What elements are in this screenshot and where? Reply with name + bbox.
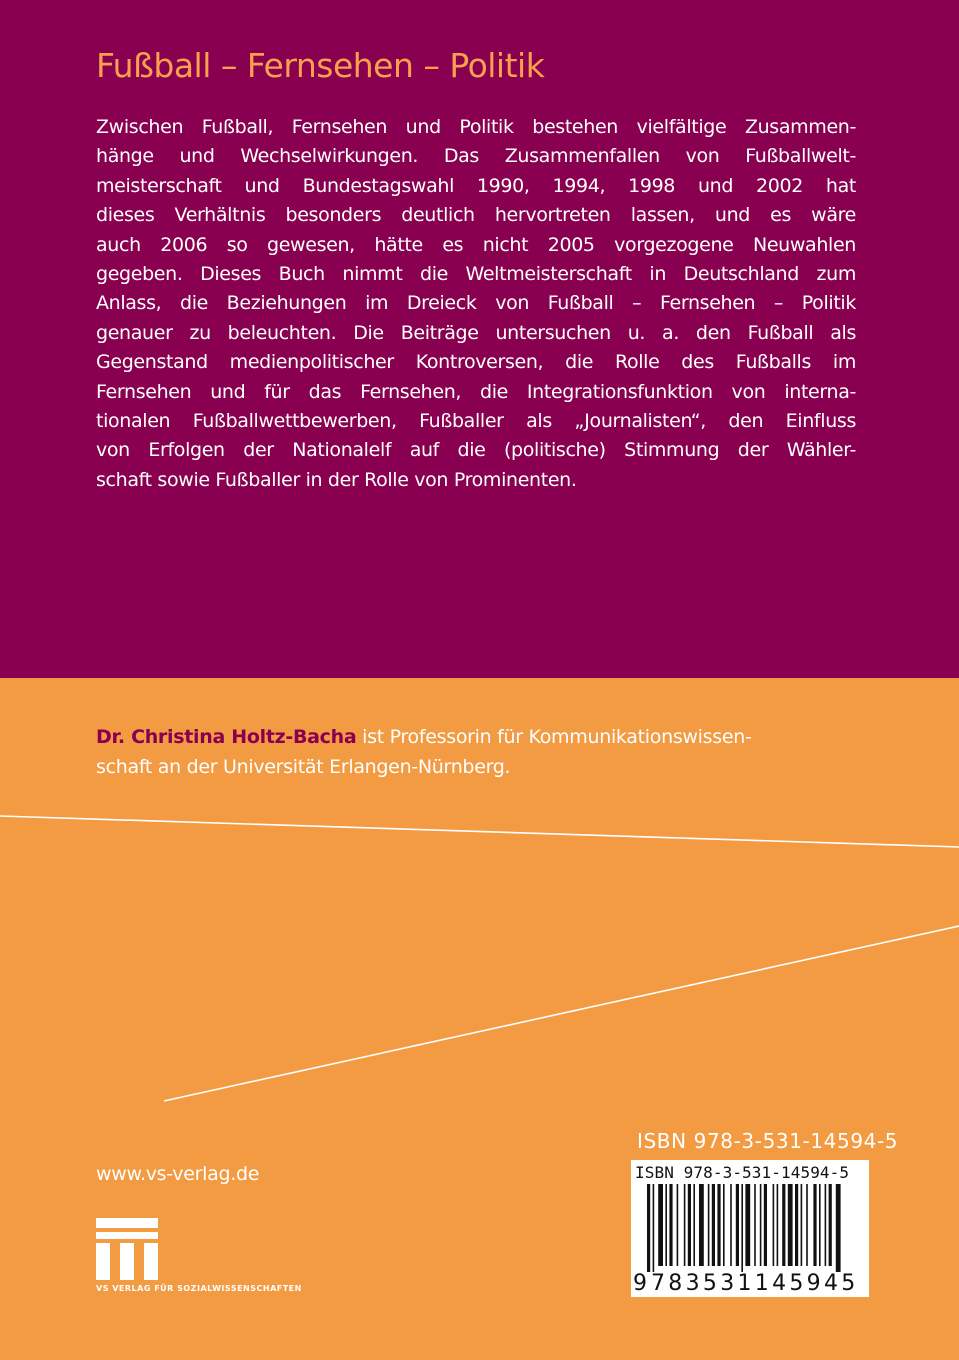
blurb-line: Zwischen Fußball, Fernsehen und Politik bestehen vielfältige Zusammen-	[96, 116, 856, 138]
bio-text: ist Professorin für Kommunikationswissen-	[356, 726, 752, 748]
barcode-bar	[836, 1184, 841, 1272]
barcode-bar	[653, 1184, 655, 1272]
barcode-bar	[819, 1184, 821, 1266]
barcode-bars	[635, 1184, 865, 1272]
barcode-bar	[665, 1184, 667, 1266]
blurb-line: tionalen Fußballwettbewerben, Fußballer als „Journalisten“, den Einfluss	[96, 410, 856, 433]
barcode-digit-groups: 783531145945	[651, 1271, 859, 1296]
bio-line	[96, 722, 856, 752]
barcode-bar	[723, 1184, 725, 1266]
blurb-line: schaft sowie Fußballer in der Rolle von Prominenten.	[96, 468, 577, 491]
barcode-bar	[806, 1184, 808, 1266]
barcode-bar	[773, 1184, 775, 1266]
barcode-bar	[745, 1184, 750, 1266]
barcode-bar	[736, 1184, 739, 1266]
blurb-line: auch 2006 so gewesen, hätte es nicht 2005 vorgezogene Neuwahlen	[96, 233, 856, 256]
blurb-line: Fernsehen und für das Fernsehen, die Integrationsfunktion von interna-	[96, 380, 856, 403]
publisher-name: VS VERLAG FÜR SOZIALWISSENSCHAFTEN	[96, 1284, 302, 1293]
barcode-bar	[764, 1184, 767, 1266]
bio-line: schaft an der Universität Erlangen-Nürnberg.	[96, 756, 511, 778]
decorative-line	[164, 926, 959, 1101]
blurb-line: dieses Verhältnis besonders deutlich hervortreten lassen, und es wäre	[96, 204, 856, 227]
barcode-bar	[693, 1184, 695, 1266]
blurb-line: gegeben. Dieses Buch nimmt die Weltmeisterschaft in Deutschland zum	[96, 263, 856, 286]
barcode-bar	[825, 1184, 827, 1266]
publisher-website: www.vs-verlag.de	[96, 1163, 260, 1185]
barcode-bar	[795, 1184, 798, 1266]
barcode-bar	[782, 1184, 785, 1266]
blurb-line: Anlass, die Beziehungen im Dreieck von Fußball – Fernsehen – Politik	[96, 292, 856, 315]
barcode-bar	[712, 1184, 715, 1266]
blurb-line: meisterschaft und Bundestagswahl 1990, 1994, 1998 und 2002 hat	[96, 174, 856, 197]
barcode-bar	[777, 1184, 779, 1266]
barcode-bar	[647, 1184, 650, 1272]
barcode-bar	[801, 1184, 803, 1266]
blurb-line: hänge und Wechselwirkungen. Das Zusammenfallen von Fußballwelt-	[96, 145, 856, 168]
author-bio	[96, 722, 856, 782]
barcode-bar	[708, 1184, 710, 1266]
barcode-bar	[754, 1184, 756, 1266]
barcode	[631, 1160, 869, 1297]
barcode-bar	[813, 1184, 816, 1266]
barcode-bar	[669, 1184, 672, 1266]
barcode-isbn-label: ISBN 978-3-531-14594-5	[635, 1163, 850, 1182]
barcode-bar	[717, 1184, 720, 1266]
barcode-bar	[699, 1184, 704, 1266]
blurb-line: von Erfolgen der Nationalelf auf die (politische) Stimmung der Wähler-	[96, 439, 856, 462]
barcode-bar	[677, 1184, 679, 1266]
author-name: Dr. Christina Holtz-Bacha	[96, 726, 357, 748]
barcode-bar	[730, 1184, 732, 1266]
barcode-bar	[829, 1184, 832, 1266]
book-title: Fußball – Fernsehen – Politik	[96, 46, 545, 85]
barcode-bar	[788, 1184, 793, 1266]
barcode-bar	[684, 1184, 686, 1266]
blurb-line: Gegenstand medienpolitischer Kontroversen, die Rolle des Fußballs im	[96, 351, 856, 374]
barcode-bar	[658, 1184, 663, 1266]
barcode-bar	[760, 1184, 762, 1266]
barcode-bar	[741, 1184, 743, 1272]
blurb-line: genauer zu beleuchten. Die Beiträge untersuchen u. a. den Fußball als	[96, 321, 856, 344]
barcode-first-digit: 9	[633, 1271, 647, 1296]
decorative-line	[0, 816, 959, 847]
barcode-bar	[688, 1184, 691, 1266]
isbn: ISBN 978-3-531-14594-5	[637, 1129, 899, 1153]
publisher-logo-icon	[96, 1218, 158, 1280]
